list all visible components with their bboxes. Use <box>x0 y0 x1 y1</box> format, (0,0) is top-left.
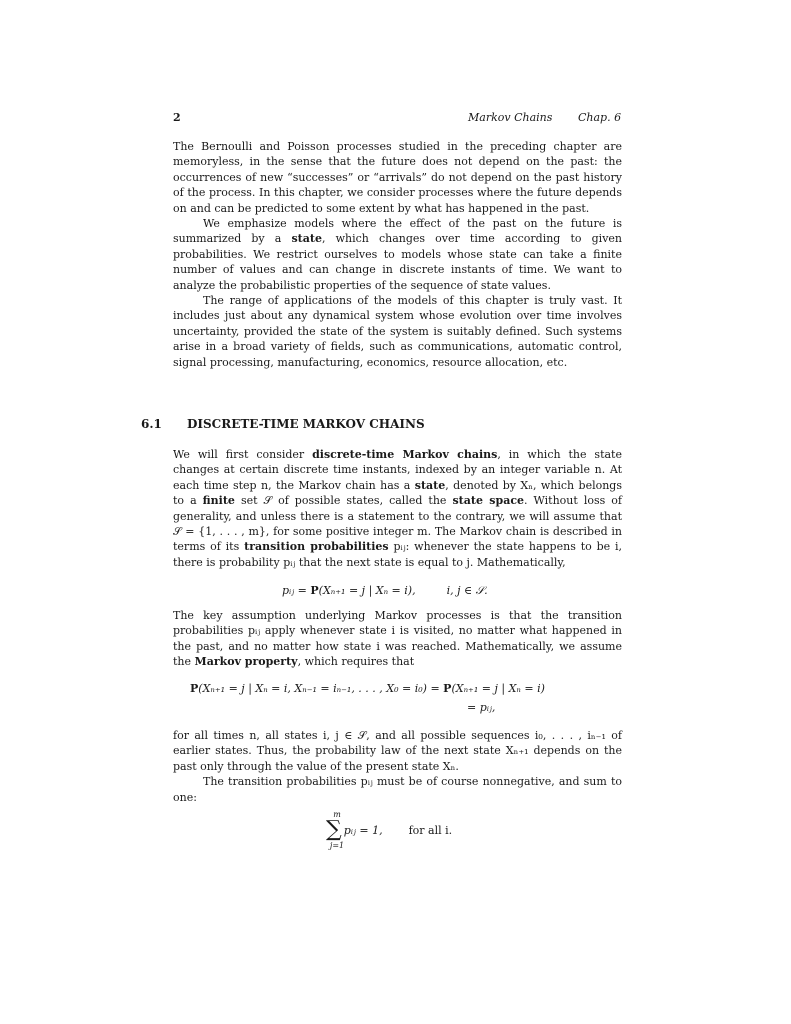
sum-sigma: ∑ <box>326 817 342 842</box>
intro-paragraph-1: The Bernoulli and Poisson processes studied in the preceding chapter are memoryless, in the sense that the future does not depend on the past: the occurrences of new “successes” or “arrivals” do not depend on the past history of the process. In this chapter, we consider processes where the future depends on and can be predicted to some extent by what has happened in the past. <box>173 140 622 215</box>
intro-paragraph-3: The range of applications of the models of this chapter is truly vast. It includes just about any dynamical system whose evolution over time involves uncertainty, provided the state of the system is suitably defined. Such systems arise in a broad variety of fields, such as communications, automatic control, signal processing, manufacturing, economics, resource allocation, etc. <box>173 294 622 369</box>
section-heading <box>141 417 425 431</box>
sum-upper-limit: m <box>333 810 341 819</box>
equation-transition-probability: pᵢⱼ = P(Xₙ₊₁ = j | Xₙ = i), i, j ∈ 𝒮. <box>282 584 488 597</box>
section-paragraph-1: We will first consider discrete-time Markov chains, in which the state changes at certain discrete time instants, indexed by an integer variable n. At each time step n, the Markov chain has a state, denoted by Xₙ, which belongs to a finite set 𝒮 of possible states, called the state space. Without loss of generality, and unless there is a statement to the contrary, we will assume that 𝒮 = {1, . . . , m}, for some positive integer m. The Markov chain is described in terms of its transition probabilities pᵢⱼ: whenever the state happens to be i, there is probability pᵢⱼ that the next state is equal to j. Mathematically, <box>173 448 623 569</box>
sum-body: pᵢⱼ = 1, <box>343 823 383 837</box>
section-title: DISCRETE-TIME MARKOV CHAINS <box>187 417 425 431</box>
chapter-label: Chap. 6 <box>578 111 622 124</box>
section-paragraph-3: for all times n, all states i, j ∈ 𝒮, and all possible sequences i₀, . . . , iₙ₋₁ of earlier states. Thus, the probability law of the next state Xₙ₊₁ depends on the past only through the value of the present state Xₙ. The transition probabilities pᵢⱼ must be of course nonnegative, and sum to one: <box>173 729 622 804</box>
equation-row-sum <box>326 810 452 850</box>
running-title: Markov Chains <box>468 111 553 124</box>
intro-text <box>173 139 622 370</box>
intro-paragraph-2: We emphasize models where the effect of the past on the future is summarized by a state, which changes over time according to given probabilities. We restrict ourselves to models whose state can take a finite number of values and can change in discrete instants of time. We want to analyze the probabilistic properties of the sequence of state values. <box>173 217 622 292</box>
sum-condition: for all i. <box>408 823 453 837</box>
equation-markov-property-rhs: = pᵢⱼ, <box>467 701 496 714</box>
section-number: 6.1 <box>141 417 162 431</box>
section-paragraph-2: The key assumption underlying Markov processes is that the transition probabilities pᵢⱼ apply whenever state i is visited, no matter what happened in the past, and no matter how state i was reached. Mathematically, we assume the Markov property, which requires that <box>173 609 622 669</box>
page-number: 2 <box>173 111 181 124</box>
sum-lower-limit: j=1 <box>329 841 345 850</box>
section-paragraph-4: The transition probabilities pᵢⱼ must be of course nonnegative, and sum to one: <box>173 775 622 804</box>
equation-markov-property: P(Xₙ₊₁ = j | Xₙ = i, Xₙ₋₁ = iₙ₋₁, . . . , X₀ = i₀) = P(Xₙ₊₁ = j | Xₙ = i) <box>190 682 545 695</box>
